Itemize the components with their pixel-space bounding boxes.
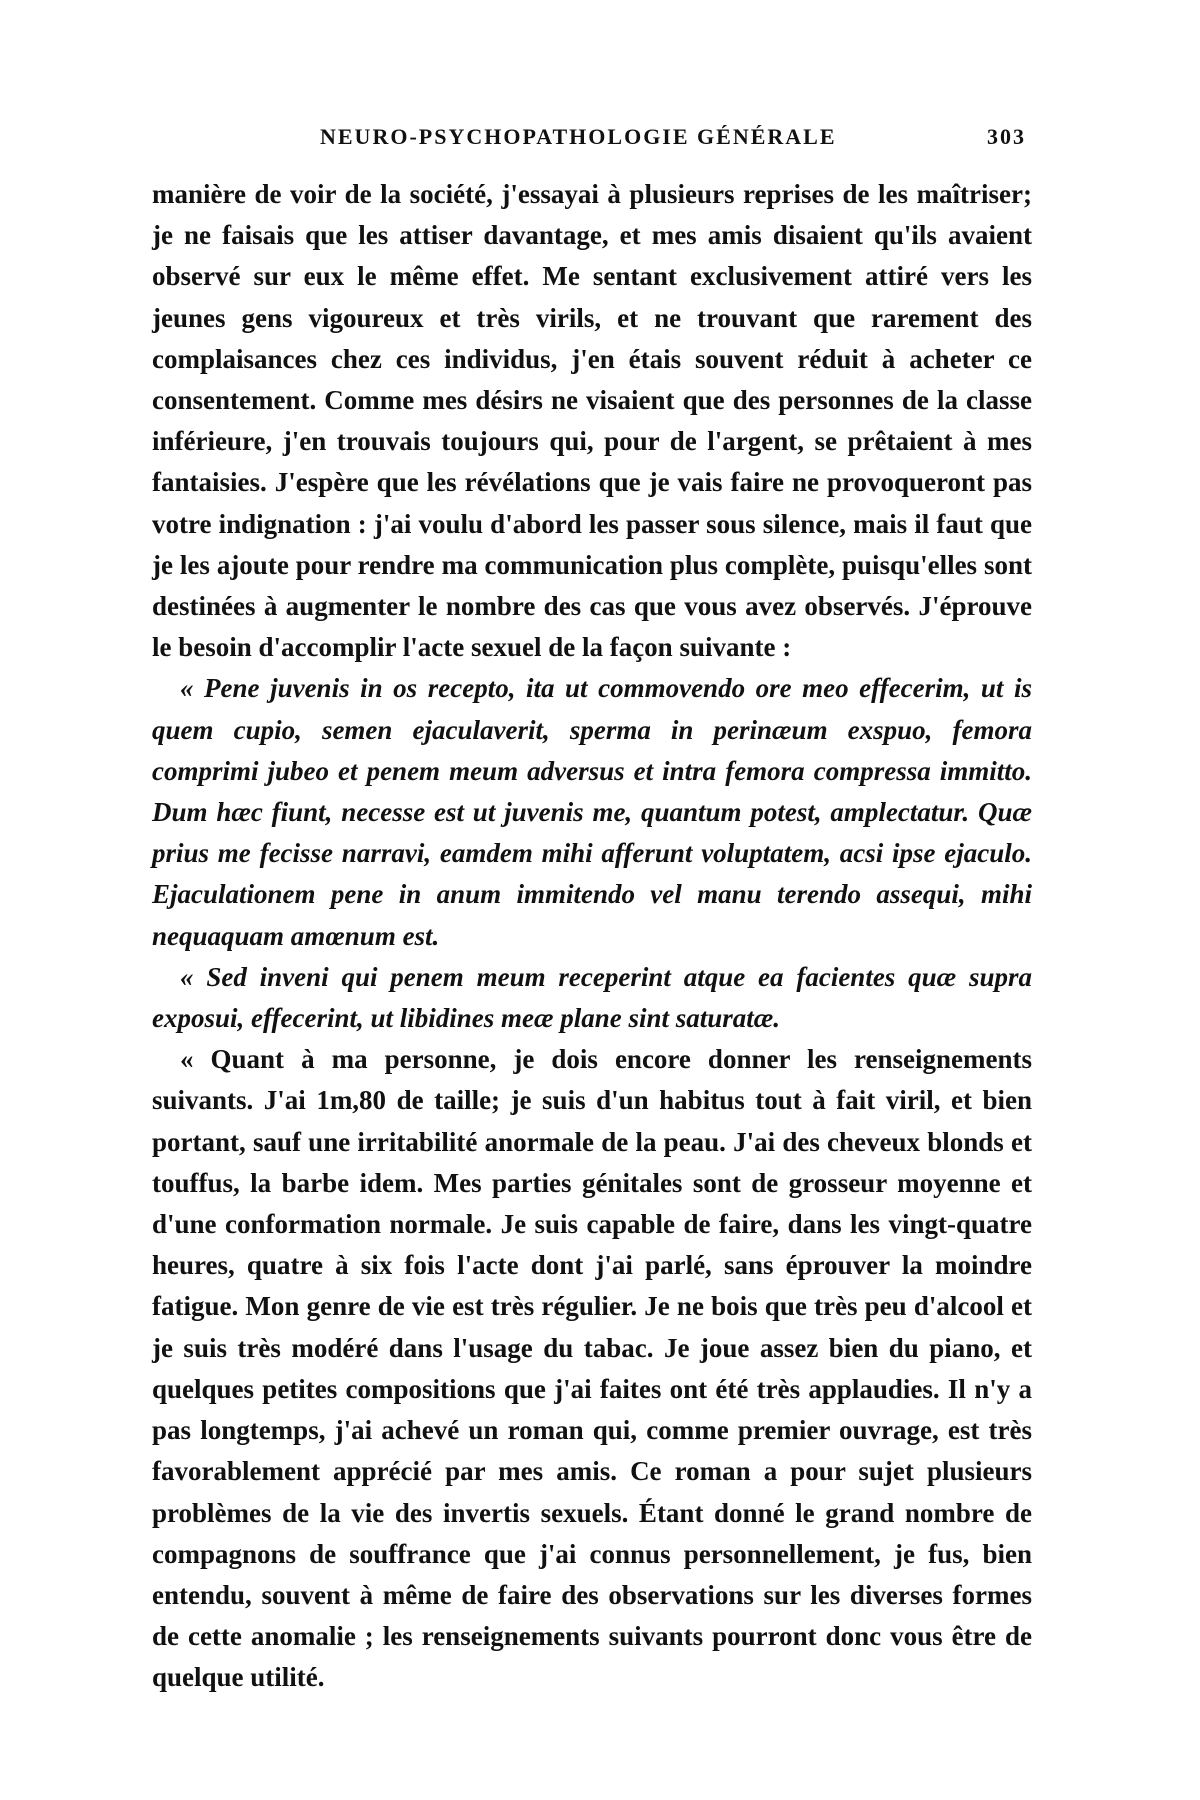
latin-quote-paragraph-1: « Pene juvenis in os recepto, ita ut commovendo ore meo effecerim, ut is quem cupio, semen ejaculaverit, sperma in perinæum exspuo, femora comprimi jubeo et penem meum adversus et intra femora compressa immitto. Dum hæc fiunt, necesse est ut juvenis me, quantum potest, amplectatur. Quæ prius me fecisse narravi, eamdem mihi afferunt voluptatem, acsi ipse ejaculo. Ejaculationem pene in anum immitendo vel manu terendo assequi, mihi nequaquam amœnum est.	[152, 673, 1032, 951]
book-page	[152, 120, 1032, 1699]
paragraph-personal-details: « Quant à ma personne, je dois encore donner les renseignements suivants. J'ai 1m,80 de taille; je suis d'un habitus tout à fait viril, et bien portant, sauf une irritabilité anormale de la peau. J'ai des cheveux blonds et touffus, la barbe idem. Mes parties génitales sont de grosseur moyenne et d'une conformation normale. Je suis capable de faire, dans les vingt-quatre heures, quatre à six fois l'acte dont j'ai parlé, sans éprouver la moindre fatigue. Mon genre de vie est très régulier. Je ne bois que très peu d'alcool et je suis très modéré dans l'usage du tabac. Je joue assez bien du piano, et quelques petites compositions que j'ai faites ont été très applaudies. Il n'y a pas longtemps, j'ai achevé un roman qui, comme premier ouvrage, est très favorablement apprécié par mes amis. Ce roman a pour sujet plusieurs problèmes de la vie des invertis sexuels. Étant donné le grand nombre de compagnons de souffrance que j'ai connus personnellement, je fus, bien entendu, souvent à même de faire des observations sur les diverses formes de cette anomalie ; les renseignements suivants pourront donc vous être de quelque utilité.	[152, 1044, 1032, 1693]
running-title: NEURO-PSYCHOPATHOLOGIE GÉNÉRALE	[320, 124, 837, 149]
paragraph-continuation: manière de voir de la société, j'essayai à plusieurs reprises de les maîtriser; je ne faisais que les attiser davantage, et mes amis disaient qu'ils avaient observé sur eux le même effet. Me sentant exclusivement attiré vers les jeunes gens vigoureux et très virils, et ne trouvant que rarement des complaisances chez ces individus, j'en étais souvent réduit à acheter ce consentement. Comme mes désirs ne visaient que des personnes de la classe inférieure, j'en trouvais toujours qui, pour de l'argent, se prêtaient à mes fantaisies. J'espère que les révélations que je vais faire ne provoqueront pas votre indignation : j'ai voulu d'abord les passer sous silence, mais il faut que je les ajoute pour rendre ma communication plus complète, puisqu'elles sont destinées à augmenter le nombre des cas que vous avez observés. J'éprouve le besoin d'accomplir l'acte sexuel de la façon suivante :	[152, 179, 1032, 663]
page-number: 303	[987, 124, 1026, 149]
latin-quote-paragraph-2: « Sed inveni qui penem meum receperint atque ea facientes quæ supra exposui, effecerint, ut libidines meæ plane sint saturatæ.	[152, 961, 1032, 1034]
running-head	[152, 120, 1032, 156]
body-text	[152, 174, 1032, 1699]
